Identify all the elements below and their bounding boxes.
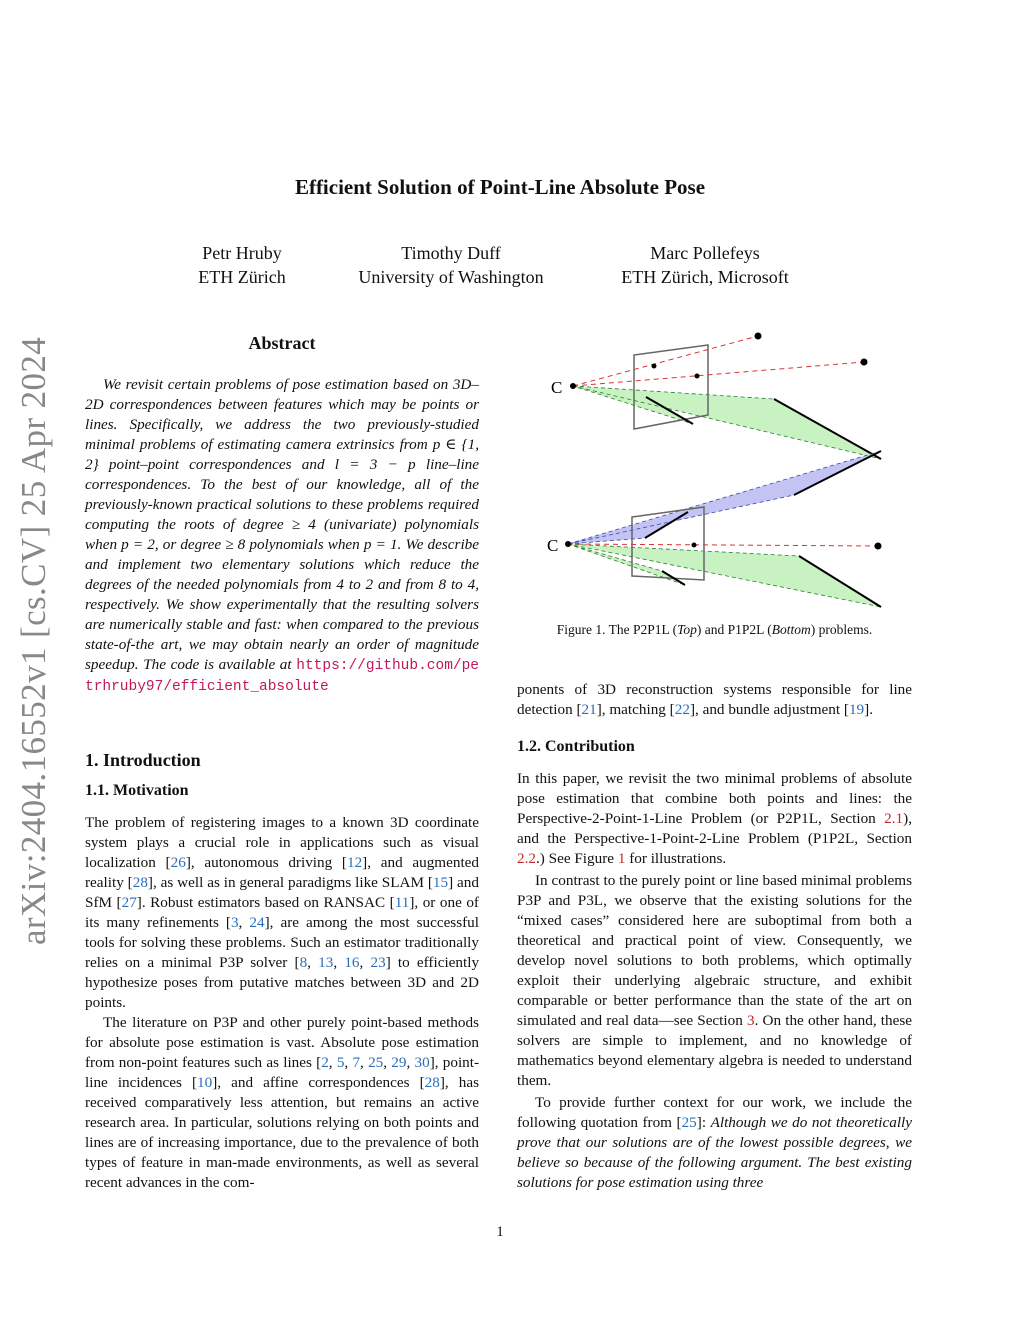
citation-link[interactable]: 28	[424, 1074, 440, 1091]
camera-label: C	[551, 378, 563, 397]
text-run: ,	[328, 1054, 337, 1071]
text-run: ) and P1P2L (	[696, 622, 772, 637]
author-name: Petr Hruby	[202, 243, 282, 263]
paper-title: Efficient Solution of Point-Line Absolute Pose	[294, 175, 706, 199]
introduction-section	[85, 750, 479, 1193]
citation-link[interactable]: 15	[432, 874, 449, 891]
text-run: ] and SfM [	[85, 874, 479, 911]
text-run: ], or one of its many refinements [	[85, 894, 479, 931]
camera-center	[565, 541, 571, 547]
page-number: 1	[496, 1224, 504, 1240]
abstract-heading: Abstract	[248, 333, 316, 353]
text-run: ]:	[696, 1114, 711, 1131]
author-affiliation: University of Washington	[358, 267, 544, 287]
citation-link[interactable]: 7	[352, 1054, 361, 1071]
motivation-paragraph-2	[85, 1013, 479, 1193]
citation-link[interactable]: 11	[394, 894, 410, 911]
citation-link[interactable]: 12	[346, 854, 363, 871]
text-run: ,	[238, 914, 250, 931]
citation-link[interactable]: 3	[230, 914, 239, 931]
introduction-heading: 1. Introduction	[85, 750, 201, 770]
figure-1-diagram	[540, 325, 910, 610]
text-run: To provide further context for our work, we include the following quotation from [	[517, 1094, 912, 1131]
citation-link[interactable]: 23	[370, 954, 386, 971]
p1p2l-diagram	[547, 451, 882, 607]
text-run: .) See Figure	[535, 850, 618, 867]
text-run: Bottom	[771, 622, 811, 637]
section-link[interactable]: 2.2	[517, 850, 536, 867]
text-run: ) problems.	[810, 622, 873, 637]
text-run: ], and bundle adjustment [	[689, 701, 849, 718]
motivation-heading: 1.1. Motivation	[85, 782, 189, 799]
citation-link[interactable]: 27	[121, 894, 137, 911]
author-affiliation: ETH Zürich, Microsoft	[621, 267, 789, 287]
citation-link[interactable]: 13	[318, 954, 334, 971]
citation-link[interactable]: 2	[321, 1054, 329, 1071]
author-3	[600, 241, 810, 289]
contribution-paragraph-3	[517, 1093, 912, 1193]
citation-link[interactable]: 5	[336, 1054, 345, 1071]
text-run: ponents of 3D reconstruction systems responsible for line detection [	[517, 681, 912, 718]
citation-link[interactable]: 25	[681, 1114, 697, 1131]
citation-link[interactable]: 16	[344, 954, 360, 971]
quotation: Although we do not theoretically prove that our solutions are of the lowest possible degrees, we believe so because of the following argument. The best existing solutions for pose estimation using three	[517, 1114, 913, 1191]
text-run: In contrast to the purely point or line based minimal problems P3P and P3L, we observe that the existing solutions for the “mixed cases” considered here are suboptimal from both a theoretical and practical point of view. Consequently, we develop novel solutions to both problems, which optimally exploit their underlying algebraic structure, and exhibit comparable or better performance than the state of the art on simulated and real data—see Section	[517, 872, 912, 1029]
text-run: ,	[307, 954, 319, 971]
author-name: Marc Pollefeys	[650, 243, 760, 263]
text-run: ,	[333, 954, 345, 971]
text-run: ), and the Perspective-1-Point-2-Line Problem (P1P2L, Section	[517, 810, 912, 847]
continuation-paragraph	[517, 680, 912, 720]
author-affiliation: ETH Zürich	[198, 267, 286, 287]
author-name: Timothy Duff	[401, 243, 501, 263]
text-run: ].	[864, 701, 873, 718]
text-run: In this paper, we revisit the two minimal problems of absolute pose estimation that combine both points and lines: the Perspective-2-Point-1-Line Problem (or P2P1L, Section	[517, 770, 912, 827]
citation-link[interactable]: 22	[674, 701, 690, 718]
text-run: ]. Robust estimators based on RANSAC [	[136, 894, 395, 911]
abstract-body	[85, 375, 479, 697]
text-run: Figure 1. The P2P1L (	[556, 622, 678, 637]
text-run: ,	[359, 954, 371, 971]
citation-link[interactable]: 30	[414, 1054, 430, 1071]
contribution-paragraph-1	[517, 769, 912, 869]
text-run: ,	[406, 1054, 415, 1071]
text-run: ], autonomous driving [	[185, 854, 347, 871]
right-column-text	[517, 680, 912, 1193]
text-run: The problem of registering images to a known 3D coordinate system plays a crucial role in applications such as visual localization [	[85, 814, 479, 871]
text-run: ,	[344, 1054, 353, 1071]
text-run: ] to efficiently hypothesize poses from putative matches between 3D and 2D points.	[85, 954, 480, 1011]
text-run: ], and affine correspondences [	[212, 1074, 425, 1091]
image-point	[692, 543, 697, 548]
text-run: ], as well as in general paradigms like SLAM [	[147, 874, 433, 891]
image-point	[652, 364, 657, 369]
citation-link[interactable]: 26	[170, 854, 186, 871]
citation-link[interactable]: 10	[197, 1074, 213, 1091]
citation-link[interactable]: 29	[391, 1054, 407, 1071]
world-point	[861, 359, 868, 366]
code-link[interactable]: https://github.com/petrhruby97/efficient_absolute	[85, 658, 479, 695]
contribution-paragraph-2	[517, 871, 912, 1091]
motivation-paragraph-1	[85, 813, 479, 1013]
text-run: The literature on P3P and other purely point-based methods for absolute pose estimation is vast. Absolute pose estimation from non-point features such as lines [	[85, 1014, 479, 1071]
section-link[interactable]: 3	[746, 1012, 755, 1029]
contribution-heading: 1.2. Contribution	[517, 738, 635, 755]
text-run: ,	[360, 1054, 369, 1071]
text-run: ], point-line incidences [	[85, 1054, 480, 1091]
abstract-text: We revisit certain problems of pose estimation based on 3D–2D correspondences between features which may be points or lines. Specifically, we address the two previously-studied minimal problems of estimating camera extrinsics from p ∈ {1, 2} point–point correspondences and l = 3 − p line–line correspondences. To the best of our knowledge, all of the previously-known practical solutions to these problems required computing the roots of degree ≥ 4 (univariate) polynomials when p = 2, or degree ≥ 8 polynomials when p = 1. We describe and implement two elementary solutions which reduce the degrees of the needed polynomials from 4 to 2 and from 8 to 4, respectively. We show experimentally that the resulting solvers are numerically stable and fast: when compared to the previous state-of-the art, we may obtain nearly an order of magnitude speedup. The code is available at	[85, 376, 479, 673]
text-run: . On the other hand, these solvers are simple to implement, and no knowledge of mathematics beyond elementary algebra is needed to understand them.	[517, 1012, 912, 1089]
text-run: Top	[677, 622, 697, 637]
author-1	[160, 241, 324, 289]
green-plane-large	[568, 544, 881, 607]
ray-line	[568, 544, 878, 546]
text-run: ], has received comparatively less attention, but remains an active research area. In particular, solutions relying on both points and lines are of increasing importance, due to the prevalence of both types of feature in man-made environments, as well as several recent advances in the com-	[85, 1074, 479, 1191]
p2p1l-diagram	[551, 333, 881, 460]
arxiv-stamp: arXiv:2404.16552v1 [cs.CV] 25 Apr 2024	[14, 336, 53, 945]
figure-1-caption	[517, 622, 912, 638]
section-link[interactable]: 2.1	[884, 810, 904, 827]
citation-link[interactable]: 25	[368, 1054, 384, 1071]
author-2	[336, 241, 566, 289]
text-run: ], are among the most successful tools for solving these problems. Such an estimator traditionally relies on a minimal P3P solver [	[85, 914, 479, 971]
text-run: for illustrations.	[625, 850, 727, 867]
world-point	[755, 333, 762, 340]
citation-link[interactable]: 19	[848, 701, 865, 718]
camera-center	[570, 383, 576, 389]
world-point	[875, 543, 882, 550]
figure-link[interactable]: 1	[617, 850, 626, 867]
image-point	[695, 374, 700, 379]
citation-link[interactable]: 28	[132, 874, 148, 891]
text-run: ], matching [	[596, 701, 675, 718]
text-run: ], and augmented reality [	[85, 854, 480, 891]
citation-link[interactable]: 24	[249, 914, 265, 931]
blue-plane-large	[568, 451, 881, 544]
citation-link[interactable]: 21	[581, 701, 597, 718]
camera-label: C	[547, 536, 559, 555]
citation-link[interactable]: 8	[299, 954, 308, 971]
text-run: ,	[383, 1054, 392, 1071]
